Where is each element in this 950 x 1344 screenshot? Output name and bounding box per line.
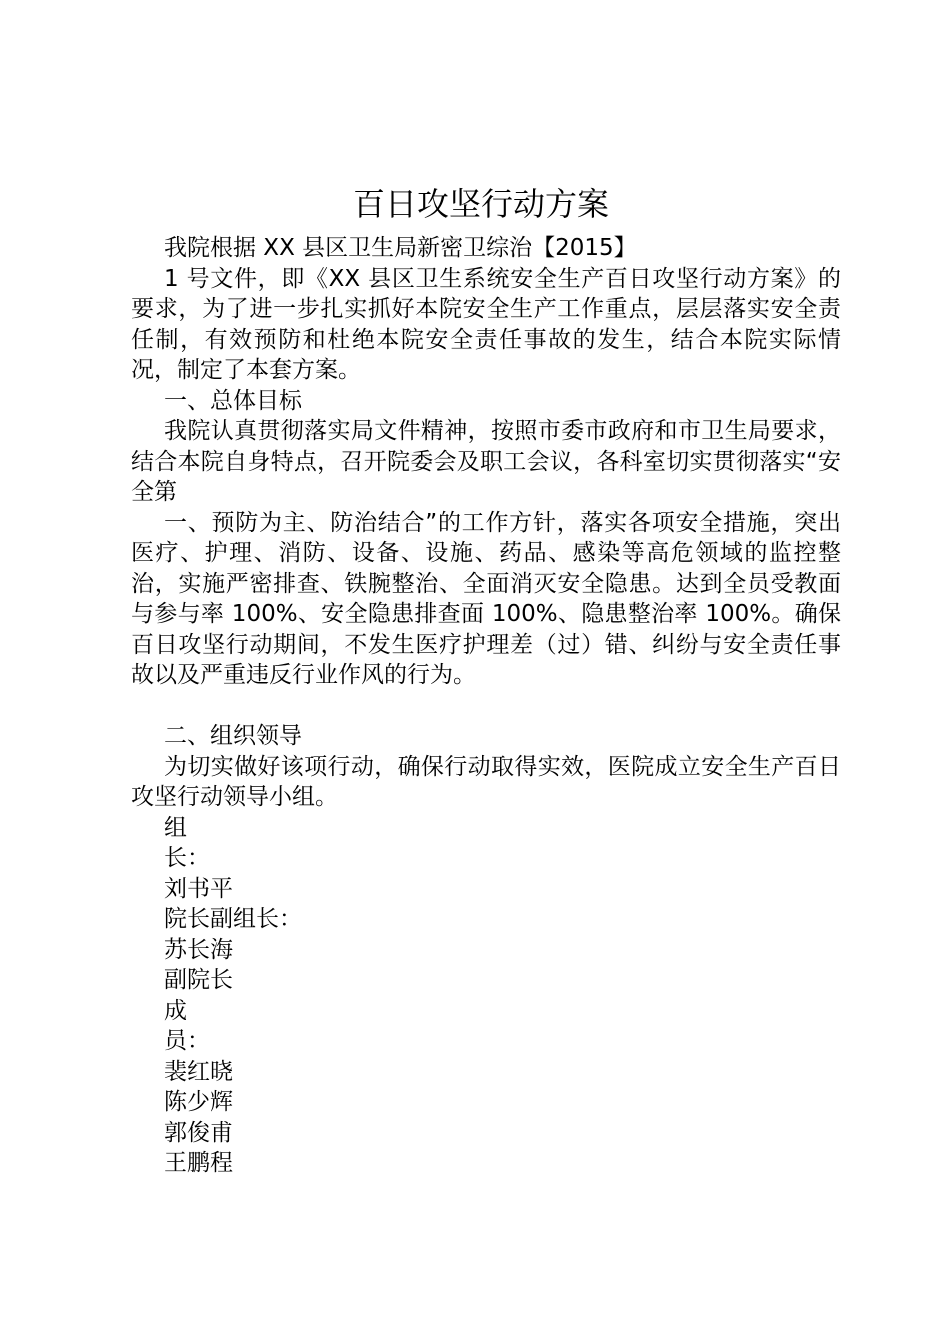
roster-line: 陈少辉 [164, 1089, 233, 1115]
roster-line: 刘书平 [164, 875, 233, 902]
roster-line: 王鹏程 [164, 1150, 233, 1176]
section-heading-leadership: 二、组织领导 [164, 723, 302, 749]
roster-line: 裴红晓 [164, 1058, 233, 1085]
document-title: 百日攻坚行动方案 [352, 185, 609, 223]
roster-line: 成 [164, 997, 187, 1024]
section-heading-goals: 一、总体目标 [164, 387, 302, 414]
roster-line: 院长副组长： [164, 906, 302, 932]
paragraph-intro-line: 我院根据 XX 县区卫生局新密卫综治【2015】 [164, 235, 637, 261]
leadership-roster [131, 813, 841, 1179]
paragraph-leadership: 为切实做好该项行动，确保行动取得实效，医院成立安全生产百日攻坚行动领导小组。 [131, 753, 841, 810]
paragraph-intro: 1 号文件，即《XX 县区卫生系统安全生产百日攻坚行动方案》的要求，为了进一步扎实抓好本院安全生产工作重点，层层落实安全责任制，有效预防和杜绝本院安全责任事故的发生，结合本院实际情况，制定了本套方案。 [131, 265, 841, 383]
document-body [131, 233, 841, 1179]
paragraph-goals-2: 一、预防为主、防治结合”的工作方针，落实各项安全措施，突出医疗、护理、消防、设备、设施、药品、感染等高危领域的监控整治，实施严密排查、铁腕整治、全面消灭安全隐患。达到全员受教面与参与率 100%、安全隐患排查面 100%、隐患整治率 100%。确保百日攻坚行动期间，不发生医疗护理差（过）错、纠纷与安全责任事故以及严重违反行业作风的行为。 [131, 509, 841, 688]
blank-line [131, 691, 841, 722]
roster-line: 苏长海 [164, 936, 233, 963]
roster-line: 郭俊甫 [164, 1119, 233, 1146]
roster-line: 副院长 [164, 967, 233, 993]
roster-line: 员： [164, 1028, 210, 1054]
roster-line: 长： [164, 845, 210, 871]
roster-line: 组 [164, 814, 187, 841]
paragraph-goals-1: 我院认真贯彻落实局文件精神，按照市委市政府和市卫生局要求，结合本院自身特点，召开院委会及职工会议，各科室切实贯彻落实“安全第 [131, 418, 841, 505]
